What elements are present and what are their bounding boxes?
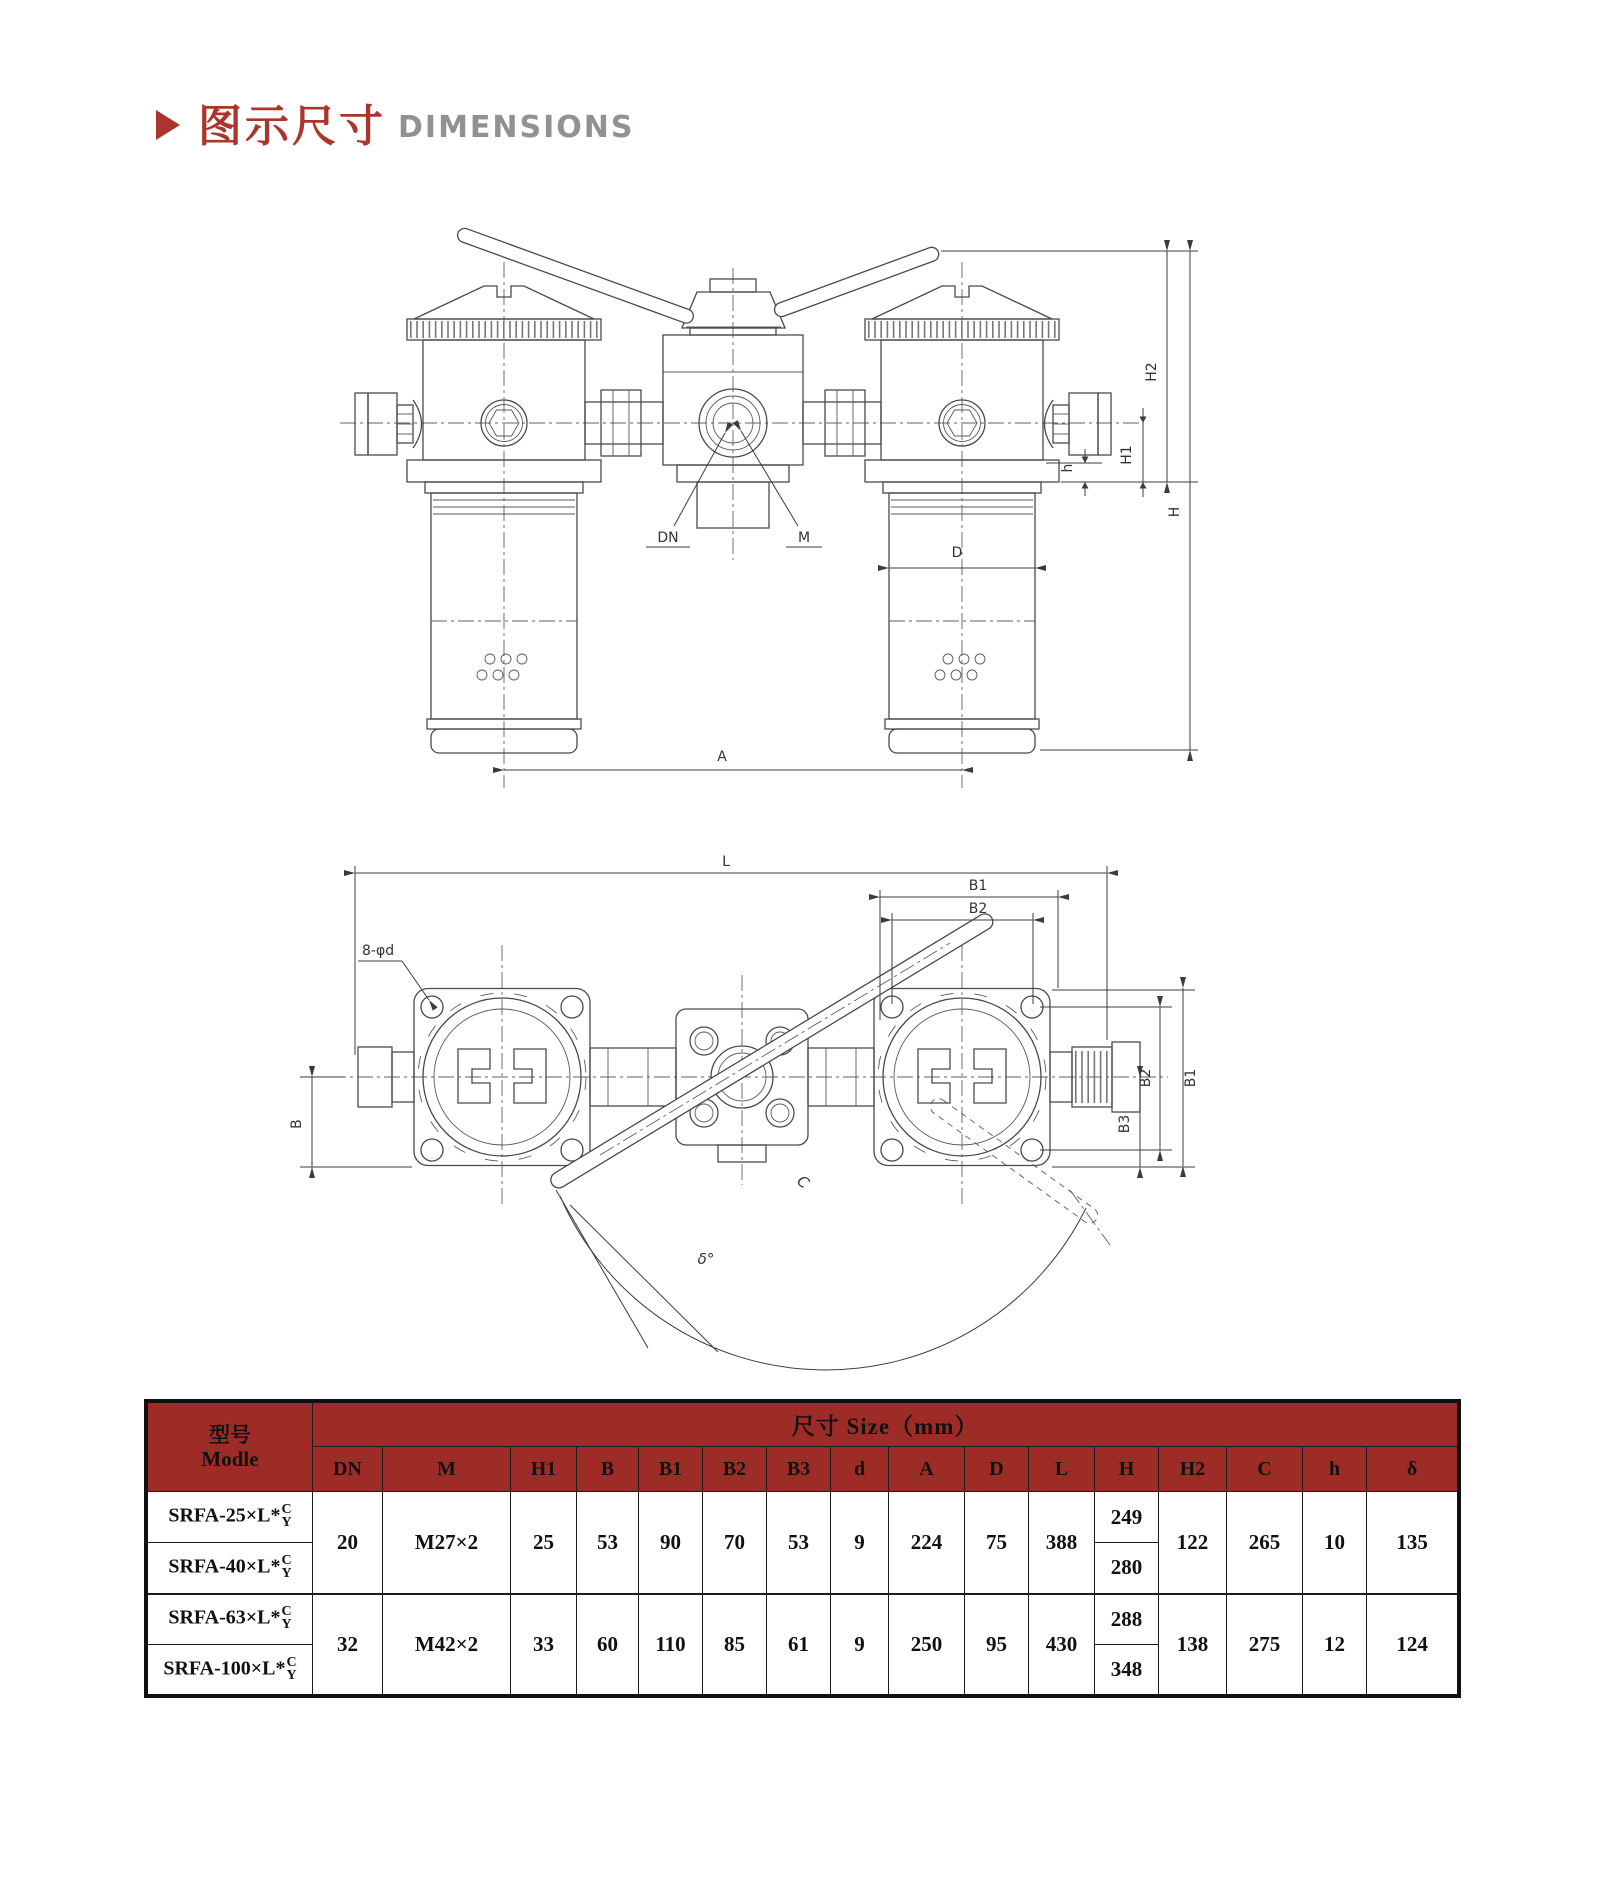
model-cell xyxy=(147,1594,313,1645)
table-row xyxy=(147,1594,1459,1645)
cell-h: 348 xyxy=(1095,1645,1159,1696)
cell-c: 265 xyxy=(1227,1492,1303,1594)
cell-h: 249 xyxy=(1095,1492,1159,1543)
cell-hsmall: 10 xyxy=(1303,1492,1367,1594)
col-header-b2: B2 xyxy=(703,1447,767,1492)
size-header: 尺寸 Size（mm） xyxy=(313,1402,1459,1447)
col-header-h: H xyxy=(1095,1447,1159,1492)
model-suffix-top: C xyxy=(281,1502,292,1517)
table-row xyxy=(147,1492,1459,1543)
model-cell xyxy=(147,1492,313,1543)
col-header-h2: H2 xyxy=(1159,1447,1227,1492)
cell-b2: 85 xyxy=(703,1594,767,1696)
cell-b: 53 xyxy=(577,1492,639,1594)
cell-d: 9 xyxy=(831,1594,889,1696)
model-suffix-bottom: Y xyxy=(281,1617,292,1633)
dim-label-h-total: H xyxy=(1167,506,1183,518)
cell-d: 9 xyxy=(831,1492,889,1594)
dim-label-a: A xyxy=(717,749,727,765)
dim-label-m: M xyxy=(797,530,811,546)
dim-label-h2: H2 xyxy=(1144,362,1160,382)
valve-handle-right xyxy=(773,245,941,318)
dim-label-b-left: B xyxy=(289,1119,305,1129)
top-view-drawing xyxy=(289,854,1199,1370)
cell-m: M27×2 xyxy=(383,1492,511,1594)
cell-b2: 70 xyxy=(703,1492,767,1594)
dim-label-delta: δ° xyxy=(697,1250,715,1268)
col-header-h1: H1 xyxy=(511,1447,577,1492)
col-header-m: M xyxy=(383,1447,511,1492)
cell-a: 224 xyxy=(889,1492,965,1594)
col-header-d: d xyxy=(831,1447,889,1492)
right-port-stub xyxy=(1045,393,1112,455)
cell-l: 388 xyxy=(1029,1492,1095,1594)
cell-hsmall: 12 xyxy=(1303,1594,1367,1696)
model-cell xyxy=(147,1543,313,1594)
dim-label-b3-right: B3 xyxy=(1117,1114,1133,1134)
dimensions-table xyxy=(145,1400,1460,1697)
cell-b: 60 xyxy=(577,1594,639,1696)
cell-b3: 53 xyxy=(767,1492,831,1594)
cell-m: M42×2 xyxy=(383,1594,511,1696)
cell-h2: 122 xyxy=(1159,1492,1227,1594)
col-header-delta: δ xyxy=(1367,1447,1459,1492)
dim-label-b1-top: B1 xyxy=(968,878,988,894)
dim-label-dn: DN xyxy=(657,530,679,546)
dim-label-c: C xyxy=(793,1171,813,1193)
col-header-model xyxy=(147,1402,313,1492)
col-header-dcap: D xyxy=(965,1447,1029,1492)
cell-h1: 25 xyxy=(511,1492,577,1594)
model-suffix-bottom: Y xyxy=(281,1515,292,1530)
dim-label-d: D xyxy=(951,545,963,561)
model-base: SRFA-100×L* xyxy=(163,1657,286,1680)
model-suffix-top: C xyxy=(286,1654,297,1670)
col-header-a: A xyxy=(889,1447,965,1492)
dim-label-h1: H1 xyxy=(1119,445,1135,465)
cell-b1: 110 xyxy=(639,1594,703,1696)
col-header-b: B xyxy=(577,1447,639,1492)
model-header-zh: 型号 xyxy=(209,1423,251,1447)
cell-c: 275 xyxy=(1227,1594,1303,1696)
model-base: SRFA-63×L* xyxy=(168,1606,281,1629)
cell-h1: 33 xyxy=(511,1594,577,1696)
dim-label-l: L xyxy=(722,854,730,870)
section-title-en: DIMENSIONS xyxy=(398,110,635,145)
cell-dn: 20 xyxy=(313,1492,383,1594)
model-base: SRFA-25×L* xyxy=(168,1504,281,1527)
cell-b3: 61 xyxy=(767,1594,831,1696)
dim-label-b1-right: B1 xyxy=(1183,1068,1199,1088)
model-header-en: Modle xyxy=(201,1447,259,1471)
handle-rod-alt-position xyxy=(927,1096,1110,1245)
col-header-b1: B1 xyxy=(639,1447,703,1492)
red-triangle-icon xyxy=(156,110,180,140)
dim-label-h-small: h xyxy=(1060,463,1076,473)
cell-b1: 90 xyxy=(639,1492,703,1594)
cell-delta: 124 xyxy=(1367,1594,1459,1696)
dim-label-b2-top: B2 xyxy=(968,901,988,917)
cell-a: 250 xyxy=(889,1594,965,1696)
front-view-drawing xyxy=(340,226,1198,788)
col-header-dn: DN xyxy=(313,1447,383,1492)
model-base: SRFA-40×L* xyxy=(168,1555,281,1578)
cell-dn: 32 xyxy=(313,1594,383,1696)
handle-swing-arc xyxy=(556,1190,1086,1370)
cell-delta: 135 xyxy=(1367,1492,1459,1594)
section-title-zh: 图示尺寸 xyxy=(198,101,386,152)
section-header xyxy=(0,84,1618,154)
model-suffix-top: C xyxy=(281,1604,292,1620)
cell-l: 430 xyxy=(1029,1594,1095,1696)
dim-label-b2-right: B2 xyxy=(1138,1068,1154,1088)
col-header-b3: B3 xyxy=(767,1447,831,1492)
cell-dcap: 95 xyxy=(965,1594,1029,1696)
col-header-l: L xyxy=(1029,1447,1095,1492)
cell-h: 288 xyxy=(1095,1594,1159,1645)
cell-h: 280 xyxy=(1095,1543,1159,1594)
model-suffix-top: C xyxy=(281,1552,292,1568)
model-suffix-bottom: Y xyxy=(286,1667,297,1683)
cell-h2: 138 xyxy=(1159,1594,1227,1696)
technical-drawings xyxy=(0,150,1618,1380)
left-port-stub xyxy=(355,393,422,455)
model-suffix-bottom: Y xyxy=(281,1565,292,1581)
model-cell xyxy=(147,1645,313,1696)
cell-dcap: 75 xyxy=(965,1492,1029,1594)
col-header-c: C xyxy=(1227,1447,1303,1492)
bolt-hole-note: 8-φd xyxy=(362,943,395,959)
col-header-hsmall: h xyxy=(1303,1447,1367,1492)
